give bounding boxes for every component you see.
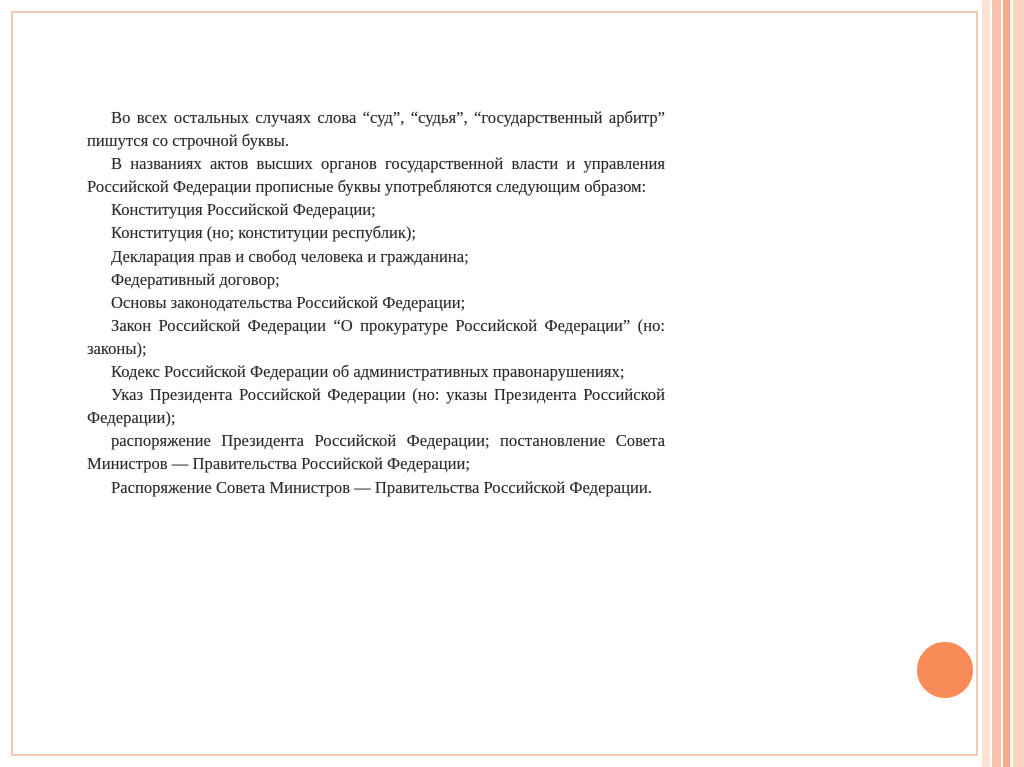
side-stripes [982,0,1024,767]
paragraph: Федеративный договор; [111,269,280,289]
stripe-5 [1003,0,1010,767]
paragraph: Кодекс Российской Федерации об административных правонарушениях; [111,362,625,382]
paragraph: В названиях актов высших органов государственной власти и управления Российской Федерации прописные буквы употребляются следующим образом: [87,154,665,197]
paragraph: Во всех остальных случаях слова “суд”, “судья”, “государственный арбитр” пишутся со строчной буквы. [87,108,665,151]
stripe-7 [1013,0,1024,767]
stripe-3 [992,0,1001,767]
paragraph: Конституция (но; конституции республик); [111,223,417,243]
paragraph: Декларация прав и свобод человека и гражданина; [111,246,469,266]
paragraph: Основы законодательства Российской Федерации; [111,292,466,312]
paragraph: Конституция Российской Федерации; [111,200,376,220]
paragraph: распоряжение Президента Российской Федерации; постановление Совета Министров — Правительства Российской Федерации; [87,431,665,474]
document-text [87,106,665,499]
paragraph: Распоряжение Совета Министров — Правительства Российской Федерации. [111,477,652,497]
paragraph: Указ Президента Российской Федерации (но: указы Президента Российской Федерации); [87,385,665,428]
paragraph: Закон Российской Федерации “О прокуратуре Российской Федерации” (но: законы); [87,315,665,358]
accent-circle-icon [914,639,976,701]
stripe-1 [982,0,990,767]
